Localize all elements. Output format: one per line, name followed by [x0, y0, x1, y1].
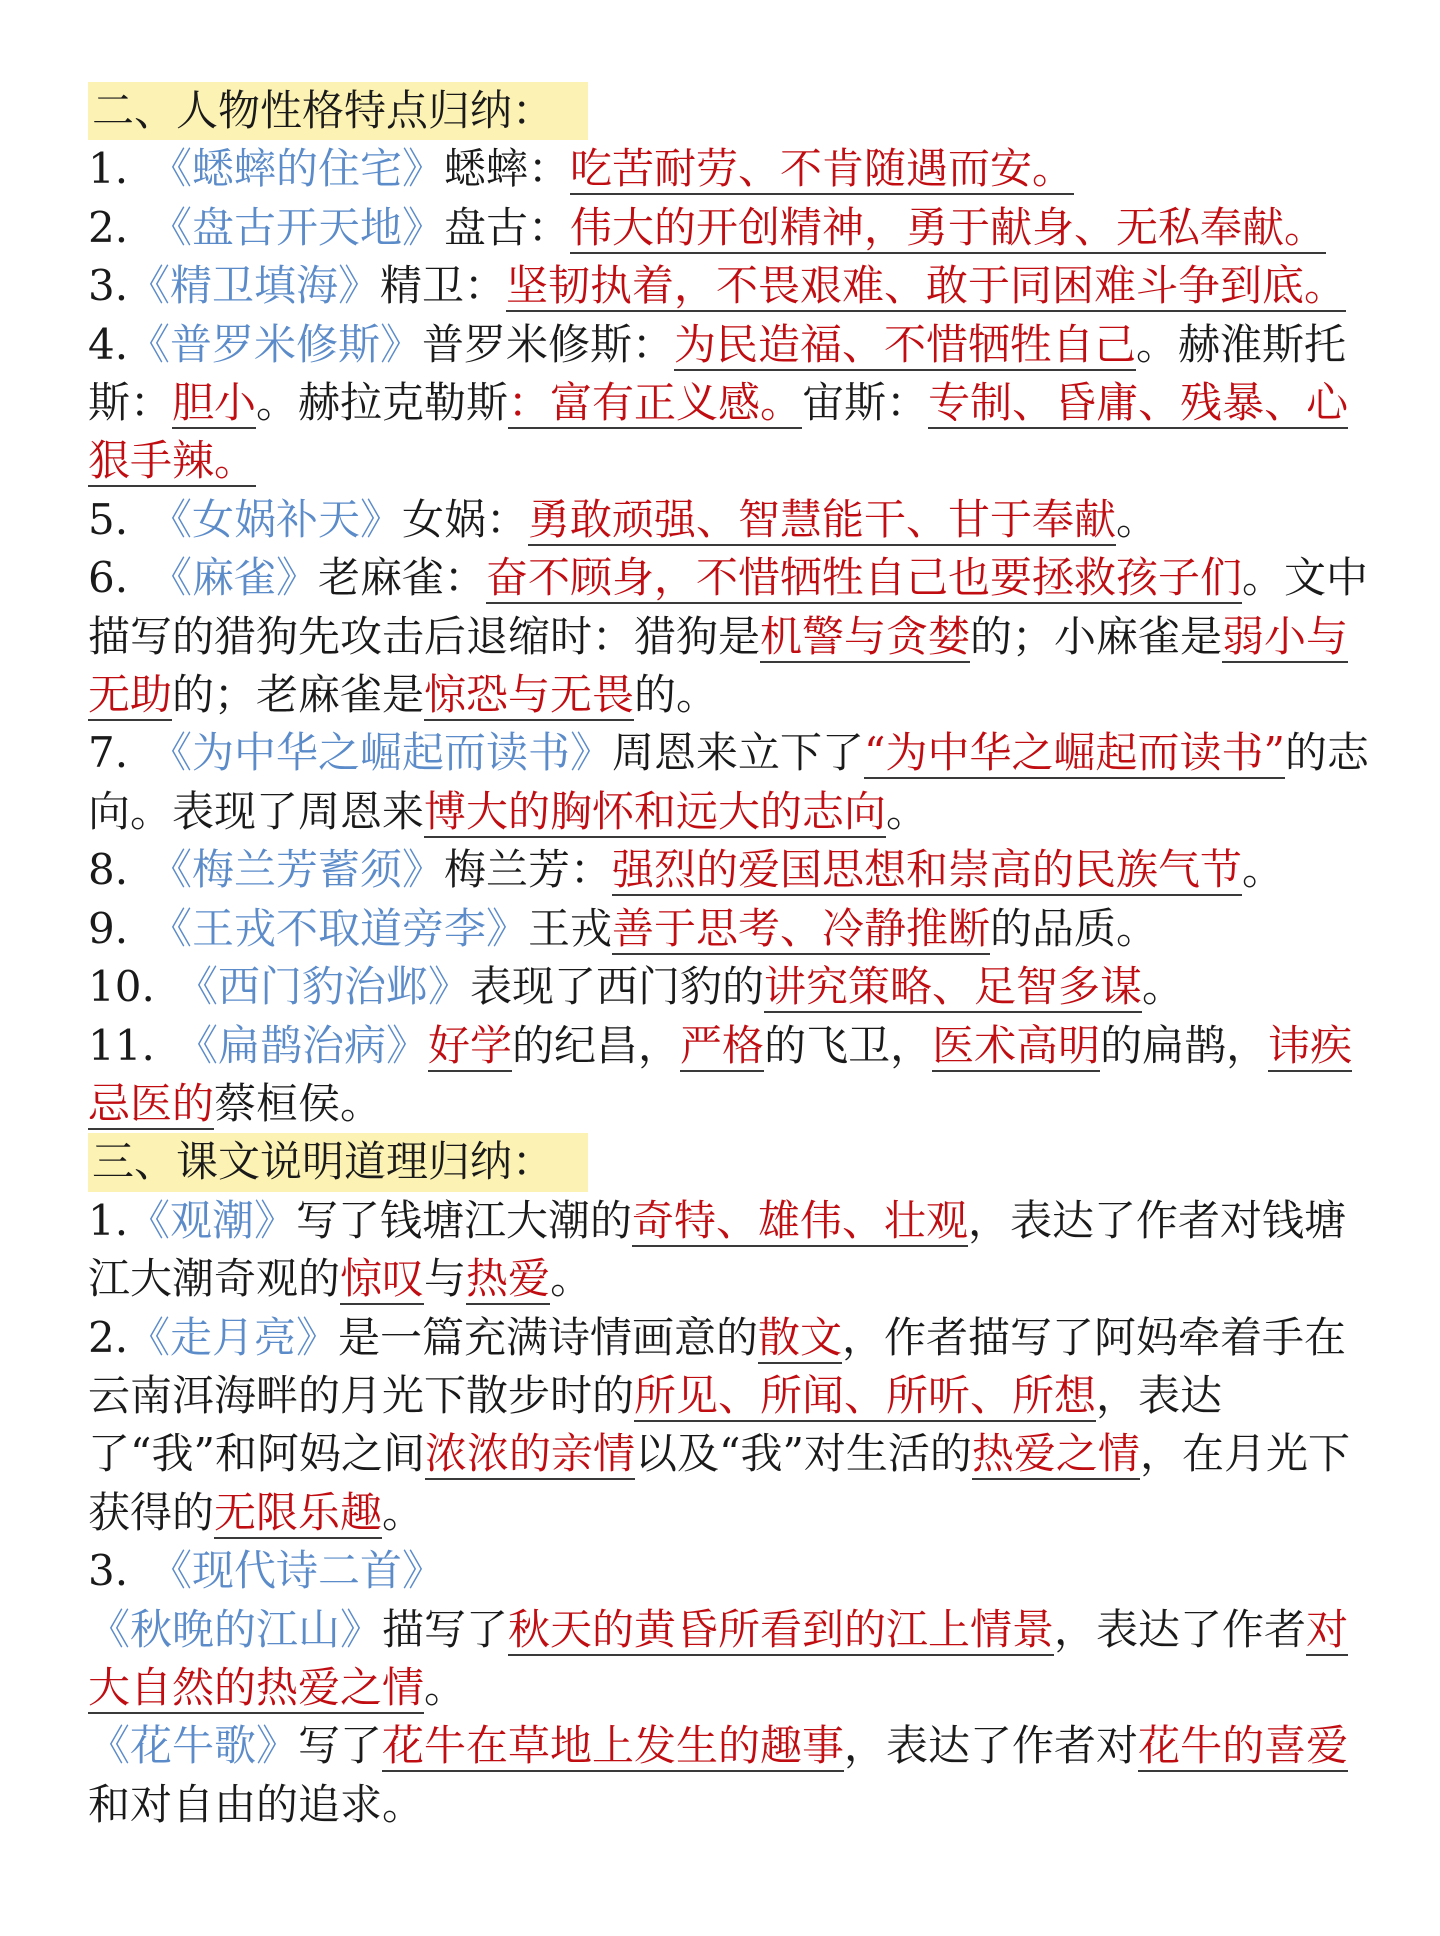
answer: 讳疾忌医的 [88, 1020, 1353, 1128]
lesson-title: 《花牛歌》 [88, 1721, 299, 1771]
text: 的志向。表现了周恩来 [88, 728, 1369, 836]
answer: 善于思考、冷静推断 [612, 903, 991, 953]
text: 的扁鹊， [1100, 1020, 1269, 1070]
item-number: 9. [88, 903, 129, 953]
text: 。 [1116, 494, 1159, 544]
answer: 散文 [758, 1312, 843, 1362]
s3-item-3a [88, 1601, 1372, 1718]
s3-item-3b [88, 1717, 1372, 1834]
s2-item-6 [88, 549, 1372, 724]
s3-item-3 [88, 1542, 1372, 1600]
lesson-title: 《现代诗二首》 [150, 1546, 445, 1596]
text: 。赫淮斯托斯： [88, 319, 1347, 428]
lesson-title: 《观潮》 [128, 1195, 297, 1245]
s2-item-3 [88, 257, 1372, 315]
answer: 对大自然的热爱之情 [88, 1604, 1349, 1712]
answer: 无限乐趣 [214, 1487, 383, 1537]
answer: 为民造福、不惜牺牲自己 [674, 319, 1137, 369]
lesson-title: 《扁鹊治病》 [176, 1020, 429, 1070]
answer: “为中华之崛起而读书” [864, 728, 1285, 778]
answer: 胆小 [172, 378, 257, 428]
answer: 奋不顾身，不惜牺牲自己也要拯救孩子们 [486, 553, 1243, 603]
lesson-title: 《秋晚的江山》 [88, 1604, 383, 1654]
s3-item-1 [88, 1192, 1372, 1309]
answer: 奇特、雄伟、壮观 [632, 1195, 969, 1245]
answer: ：富有正义感。 [508, 378, 803, 428]
item-number: 1. [88, 1195, 129, 1245]
s2-item-5 [88, 491, 1372, 549]
text: 写了 [298, 1721, 383, 1771]
text: ，在月光下获得的 [88, 1429, 1350, 1537]
section3-heading: 三、课文说明道理归纳： [88, 1133, 588, 1191]
text: 蔡桓侯。 [214, 1078, 383, 1128]
text: 是一篇充满诗情画意的 [338, 1312, 759, 1362]
answer: 好学 [428, 1020, 513, 1070]
text: 与 [424, 1254, 467, 1304]
item-number: 2. [88, 202, 129, 252]
text: 写了钱塘江大潮的 [296, 1195, 633, 1245]
text: ，作者描写了阿妈牵着手在云南洱海畔的月光下散步时的 [88, 1312, 1347, 1420]
answer: 严格 [680, 1020, 765, 1070]
item-number: 7. [88, 728, 129, 778]
text: ，表达了作者对钱塘江大潮奇观的 [88, 1195, 1347, 1304]
answer: 讲究策略、足智多谋 [764, 962, 1143, 1012]
item-number: 11. [88, 1020, 155, 1070]
lesson-title: 《西门豹治邺》 [176, 962, 471, 1012]
text: 。 [382, 1487, 425, 1537]
text: ，表达了“我”和阿妈之间 [88, 1370, 1223, 1479]
text: 的；小麻雀是 [970, 611, 1223, 661]
answer: 秋天的黄昏所看到的江上情景 [508, 1604, 1055, 1654]
s2-item-7 [88, 724, 1372, 841]
s2-item-8 [88, 841, 1372, 899]
answer: 博大的胸怀和远大的志向 [424, 786, 887, 836]
text: 的。 [634, 670, 719, 720]
answer: 强烈的爱国思想和崇高的民族气节 [612, 845, 1243, 895]
answer: 惊叹 [340, 1254, 425, 1304]
lesson-title: 《盘古开天地》 [150, 202, 445, 252]
item-number: 8. [88, 845, 129, 895]
item-number: 10. [88, 962, 155, 1012]
answer: 花牛在草地上发生的趣事 [382, 1721, 845, 1771]
answer: 浓浓的亲情 [424, 1429, 635, 1479]
answer: 医术高明 [932, 1020, 1101, 1070]
answer: 所见、所闻、所听、所想 [634, 1370, 1097, 1420]
text: 表现了西门豹的 [470, 962, 765, 1012]
answer: 吃苦耐劳、不肯随遇而安。 [570, 144, 1075, 194]
item-number: 1. [88, 144, 129, 194]
answer: 伟大的开创精神，勇于献身、无私奉献。 [570, 202, 1327, 252]
text: 。 [424, 1662, 467, 1712]
s2-item-1 [88, 140, 1372, 198]
text: 。 [1142, 962, 1185, 1012]
item-number: 2. [88, 1312, 129, 1362]
text: 。 [1242, 845, 1285, 895]
text: 描写了 [382, 1604, 509, 1654]
lesson-title: 《王戎不取道旁李》 [150, 903, 529, 953]
text: 宙斯： [802, 378, 929, 428]
text: 盘古： [444, 202, 571, 252]
text: 的飞卫， [764, 1020, 933, 1070]
text: 。 [550, 1254, 593, 1304]
text: 。文中描写的猎狗先攻击后退缩时：猎狗是 [88, 553, 1369, 661]
answer: 坚韧执着，不畏艰难、敢于同困难斗争到底。 [506, 261, 1347, 311]
lesson-title: 《麻雀》 [150, 553, 319, 603]
text: 老麻雀： [318, 553, 487, 603]
lesson-title: 《蟋蟀的住宅》 [150, 144, 445, 194]
item-number: 4. [88, 319, 129, 369]
answer: 勇敢顽强、智慧能干、甘于奉献 [528, 494, 1117, 544]
text: 的纪昌， [512, 1020, 681, 1070]
lesson-title: 《女娲补天》 [150, 494, 403, 544]
s2-item-2 [88, 199, 1372, 257]
lesson-title: 《普罗米修斯》 [128, 319, 423, 369]
text: 蟋蟀： [444, 144, 571, 194]
s2-item-11 [88, 1017, 1372, 1134]
item-number: 5. [88, 494, 129, 544]
text: 周恩来立下了 [612, 728, 865, 778]
item-number: 3. [88, 1546, 129, 1596]
lesson-title: 《精卫填海》 [128, 261, 381, 311]
answer: 花牛的喜爱 [1138, 1721, 1349, 1771]
section2-heading: 二、人物性格特点归纳： [88, 82, 588, 140]
s3-item-2 [88, 1309, 1372, 1543]
lesson-title: 《为中华之崛起而读书》 [150, 728, 613, 778]
s2-item-4 [88, 316, 1372, 491]
answer: 热爱之情 [971, 1429, 1140, 1479]
text: 和对自由的追求。 [88, 1779, 425, 1829]
item-number: 6. [88, 553, 129, 603]
text: ，表达了作者 [1054, 1604, 1307, 1654]
text: 。赫拉克勒斯 [256, 378, 509, 428]
answer: 惊恐与无畏 [424, 670, 635, 720]
text: 女娲： [402, 494, 529, 544]
text: 的；老麻雀是 [172, 670, 425, 720]
answer: 机警与贪婪 [760, 611, 971, 661]
text: ，表达了作者对 [844, 1721, 1139, 1771]
answer: 热爱 [466, 1254, 551, 1304]
s2-item-10 [88, 958, 1372, 1016]
text: 梅兰芳： [444, 845, 613, 895]
s2-item-9 [88, 900, 1372, 958]
text: 的品质。 [990, 903, 1159, 953]
answer: 专制、昏庸、残暴、心狠手辣。 [88, 378, 1349, 486]
answer: 弱小与无助 [88, 611, 1349, 720]
item-number: 3. [88, 261, 129, 311]
text: 以及“我”对生活的 [634, 1429, 972, 1479]
text: 普罗米修斯： [422, 319, 675, 369]
lesson-title: 《走月亮》 [128, 1312, 339, 1362]
lesson-title: 《梅兰芳蓄须》 [150, 845, 445, 895]
text: 精卫： [380, 261, 507, 311]
text: 王戎 [528, 903, 613, 953]
text: 。 [886, 786, 929, 836]
